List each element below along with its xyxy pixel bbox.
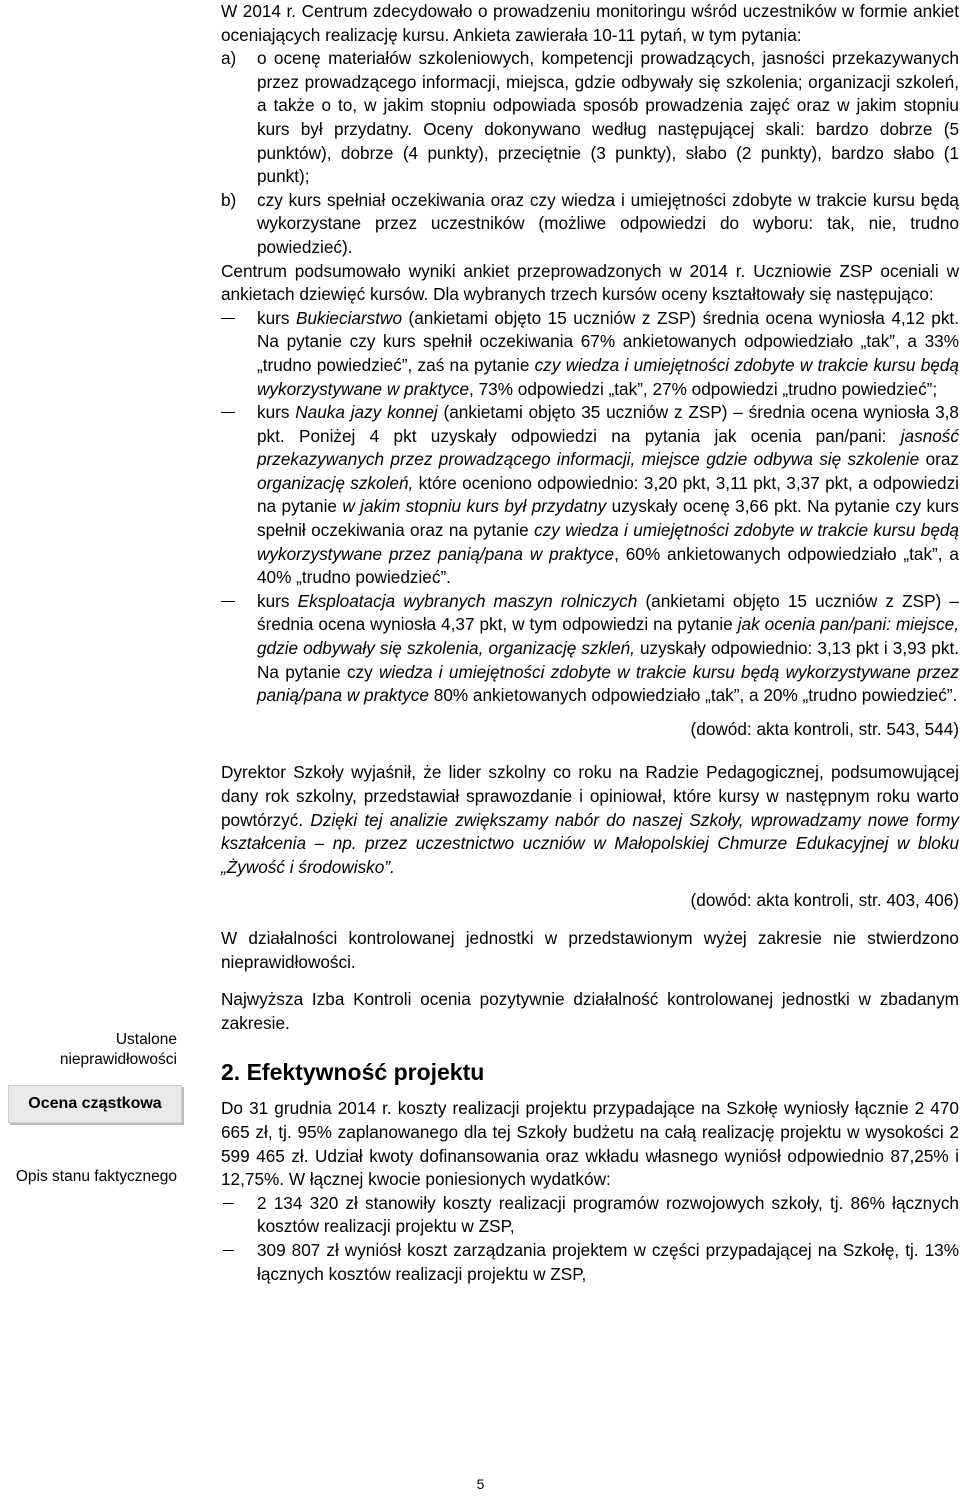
- margin-sidebar: [0, 1030, 190, 1187]
- course-question: czy wiedza i umiejętności zdobyte w trakcie kursu będą wykorzystywane w praktyce: [257, 354, 959, 399]
- director-text: Dyrektor Szkoły wyjaśnił, że lider szkolny co roku na Radzie Pedagogicznej, podsumowującej dany rok szkolny, przedstawiał sprawozdanie i opiniował, które kursy w następnym roku warto powtórzyć.: [221, 762, 959, 830]
- course-text: (ankietami objęto 15 uczniów z ZSP) – średnia ocena wyniosła 4,37 pkt, w tym odpowiedzi na pytanie: [257, 590, 959, 635]
- question-marker: a): [221, 48, 237, 69]
- course-item: [221, 307, 959, 401]
- question-text: o ocenę materiałów szkoleniowych, kompetencji prowadzących, jasności przekazywanych przez prowadzącego informacji, miejsca, gdzie odbywały się szkolenia; organizacji szkoleń, a także o to, w jakim stopniu odpowiada sposób prowadzenia zajęć oraz w jakim stopniu kurs był przydatny. Oceny dokonywano według następującej skali: bardzo dobrze (5 punktów), dobrze (4 punkty), przeciętnie (3 punkty), słabo (2 punkty), bardzo słabo (1 punkt);: [257, 48, 959, 187]
- question-text: czy kurs spełniał oczekiwania oraz czy wiedza i umiejętności zdobyte w trakcie kursu będą wykorzystane przez uczestników (możliwe odpowiedzi do wyboru: tak, nie, trudno powiedzieć).: [257, 189, 959, 257]
- director-quote: Dzięki tej analizie zwiększamy nabór do naszej Szkoły, wprowadzamy nowe formy kształcenia – np. przez uczestnictwo uczniów w Małopolskiej Chmurze Edukacyjnej w bloku „Żywość i środowisko”.: [221, 809, 960, 877]
- course-text: (ankietami objęto 35 uczniów z ZSP) – średnia ocena wyniosła 3,8 pkt. Poniżej 4 pkt uzyskały odpowiedzi na pytania jak ocenia pan/pani:: [257, 402, 959, 446]
- course-text: uzyskały ocenę 3,66 pkt. Na pytanie czy kurs spełnił oczekiwania oraz na pytanie: [257, 496, 959, 541]
- dash-bullet: [221, 601, 235, 602]
- director-paragraph: [221, 761, 959, 879]
- main-content: [221, 0, 959, 1286]
- course-text: kurs: [257, 402, 296, 423]
- findings-paragraph: W działalności kontrolowanej jednostki w przedstawionym wyżej zakresie nie stwierdzono nieprawidłowości.: [221, 927, 959, 972]
- summary-paragraph: Centrum podsumowało wyniki ankiet przeprowadzonych w 2014 r. Uczniowie ZSP oceniali w ankietach dziewięć kursów. Dla wybranych trzech kursów oceny kształtowały się następująco:: [221, 260, 959, 305]
- course-item: [221, 590, 959, 708]
- survey-questions-list: [221, 47, 959, 259]
- course-name: Bukieciarstwo: [295, 307, 403, 328]
- course-name: Nauka jazy konnej: [295, 402, 438, 423]
- courses-list: [221, 307, 959, 708]
- sidebar-label-ustalone: Ustalone nieprawidłowości: [59, 1031, 177, 1068]
- course-text: które oceniono odpowiednio: 3,20 pkt, 3,11 pkt, 3,37 pkt, a odpowiedzi na pytanie: [257, 472, 959, 517]
- question-item: [221, 189, 959, 260]
- expense-text: 2 134 320 zł stanowiły koszty realizacji programów rozwojowych szkoły, tj. 86% łącznych kosztów realizacji projektu w ZSP,: [257, 1192, 959, 1237]
- course-question: czy wiedza i umiejętności zdobyte w trakcie kursu będą wykorzystywane przez panią/pana w praktyce: [257, 520, 959, 564]
- course-text: , 73% odpowiedzi „tak”, 27% odpowiedzi „trudno powiedzieć”;: [469, 378, 938, 399]
- course-question: jak ocenia pan/pani: miejsce, gdzie odbywały się szkolenia, organizację szkleń,: [257, 614, 959, 659]
- expense-text: 309 807 zł wyniósł koszt zarządzania projektem w części przypadającej na Szkołę, tj. 13% łącznych kosztów realizacji projektu w ZSP,: [257, 1239, 959, 1284]
- course-question: organizację szkoleń,: [257, 472, 414, 493]
- expense-item: [221, 1192, 959, 1239]
- course-question: w jakim stopniu kurs był przydatny: [342, 496, 607, 517]
- dash-bullet: [221, 318, 235, 319]
- course-text: (ankietami objęto 15 uczniów z ZSP) średnia ocena wyniosła 4,12 pkt. Na pytanie czy kurs spełnił oczekiwania 67% ankietowanych odpowiedziało „tak”, a 33% „trudno powiedzieć”, zaś na pytanie: [257, 307, 959, 375]
- sidebar-label-opis: Opis stanu faktycznego: [15, 1168, 177, 1185]
- course-item: [221, 401, 959, 590]
- course-text: kurs: [257, 307, 296, 328]
- dash-bullet: [221, 412, 235, 413]
- question-marker: b): [221, 189, 237, 210]
- course-text: uzyskały odpowiednio: 3,13 pkt i 3,93 pkt. Na pytanie czy: [257, 638, 959, 682]
- course-text: , 60% ankietowanych odpowiedziało „tak”, a 40% „trudno powiedzieć”.: [257, 543, 959, 588]
- course-text: kurs: [257, 590, 298, 611]
- expenses-list: [221, 1192, 959, 1286]
- question-item: [221, 47, 959, 189]
- evidence-reference: (dowód: akta kontroli, str. 403, 406): [690, 890, 959, 911]
- course-text: 80% ankietowanych odpowiedziało „tak”, a 20% „trudno powiedzieć”.: [428, 685, 958, 706]
- dash-bullet: [223, 1250, 234, 1251]
- course-text: oraz: [919, 449, 960, 470]
- section-paragraph: Do 31 grudnia 2014 r. koszty realizacji projektu przypadające na Szkołę wyniosły łącznie 2 470 665 zł, tj. 95% zaplanowanego dla tej Szkoły budżetu na całą realizację projektu w wysokości 2 599 465 zł. Udział kwoty dofinansowania oraz wkładu własnego wyniósł odpowiednio 87,25% i 12,75%. W łącznej kwocie poniesionych wydatków:: [221, 1098, 959, 1190]
- course-question: wiedza i umiejętności zdobyte w trakcie kursu będą wykorzystywane przez panią/pana w praktyce: [257, 661, 959, 706]
- intro-paragraph: W 2014 r. Centrum zdecydowało o prowadzeniu monitoringu wśród uczestników w formie ankiet oceniających realizację kursu. Ankieta zawierała 10-11 pytań, w tym pytania:: [221, 1, 959, 45]
- assessment-paragraph: Najwyższa Izba Kontroli ocenia pozytywnie działalność kontrolowanej jednostki w zbadanym zakresie.: [221, 989, 959, 1033]
- course-name: Eksploatacja wybranych maszyn rolniczych: [297, 590, 638, 611]
- course-question: jasność przekazywanych przez prowadzącego informacji, miejsce gdzie odbywa się szkolenie: [257, 425, 959, 470]
- evidence-reference: (dowód: akta kontroli, str. 543, 544): [690, 718, 959, 739]
- page-number: 5: [476, 1476, 485, 1492]
- expense-item: [221, 1239, 959, 1286]
- dash-bullet: [223, 1203, 234, 1204]
- section-heading: 2. Efektywność projektu: [221, 1059, 485, 1086]
- sidebar-box-ocena: Ocena cząstkowa: [8, 1085, 182, 1123]
